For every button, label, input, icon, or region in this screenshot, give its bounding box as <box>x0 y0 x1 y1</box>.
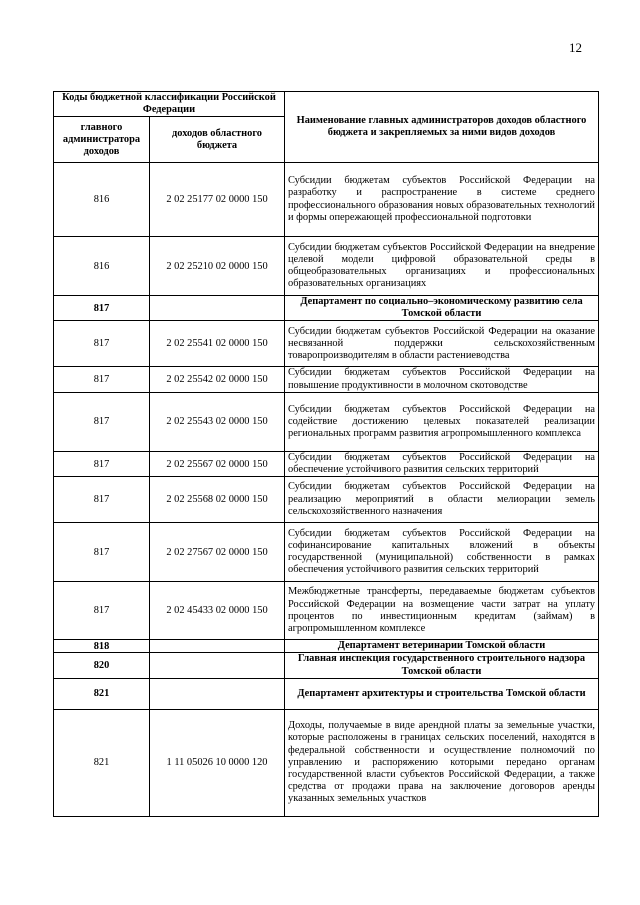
income-code-cell: 2 02 25543 02 0000 150 <box>150 392 285 451</box>
income-code-cell <box>150 653 285 678</box>
income-code-cell: 2 02 25542 02 0000 150 <box>150 367 285 392</box>
income-code-cell <box>150 640 285 653</box>
department-row <box>54 678 599 709</box>
table-row <box>54 163 599 237</box>
table-row <box>54 392 599 451</box>
income-code-cell: 2 02 25567 02 0000 150 <box>150 451 285 476</box>
income-name-cell: Межбюджетные трансферты, передаваемые бюджетам субъектов Российской Федерации на возмещение части затрат на уплату процентов по инвестиционным кредитам (займам) в агропромышленном комплексе <box>285 582 599 640</box>
admin-code-cell: 817 <box>54 582 150 640</box>
table-row <box>54 321 599 367</box>
income-code-cell <box>150 678 285 709</box>
income-name-cell: Субсидии бюджетам субъектов Российской Федерации на обеспечение устойчивого развития сельских территорий <box>285 451 599 476</box>
admin-code-cell: 817 <box>54 296 150 321</box>
income-name-cell: Субсидии бюджетам субъектов Российской Федерации на повышение продуктивности в молочном скотоводстве <box>285 367 599 392</box>
department-row <box>54 653 599 678</box>
table-row <box>54 477 599 523</box>
codes-group-header: Коды бюджетной классификации Российской Федерации <box>54 92 285 117</box>
name-column-header: Наименование главных администраторов доходов областного бюджета и закрепляемых за ними видов доходов <box>285 92 599 163</box>
income-name-cell: Субсидии бюджетам субъектов Российской Федерации на софинансирование капитальных вложений в объекты государственной (муниципальной) собственности в рамках обеспечения устойчивого развития сельских территорий <box>285 523 599 582</box>
table-row <box>54 523 599 582</box>
department-name-cell: Департамент архитектуры и строительства Томской области <box>285 678 599 709</box>
income-name-cell: Субсидии бюджетам субъектов Российской Федерации на разработку и распространение в системе среднего профессионального образования новых образовательных технологий и формы опережающей профессиональной подготовки <box>285 163 599 237</box>
page-number: 12 <box>569 40 582 55</box>
department-name-cell: Главная инспекция государственного строительного надзора Томской области <box>285 653 599 678</box>
admin-code-cell: 817 <box>54 321 150 367</box>
income-code-cell: 1 11 05026 10 0000 120 <box>150 709 285 816</box>
income-name-cell: Субсидии бюджетам субъектов Российской Федерации на внедрение целевой модели цифровой образовательной среды в общеобразовательных организациях и профессиональных образовательных организациях <box>285 237 599 296</box>
income-name-cell: Субсидии бюджетам субъектов Российской Федерации на реализацию мероприятий в области мелиорации земель сельскохозяйственного назначения <box>285 477 599 523</box>
income-code-cell: 2 02 27567 02 0000 150 <box>150 523 285 582</box>
admin-column-header: главного администратора доходов <box>54 117 150 163</box>
income-name-cell: Субсидии бюджетам субъектов Российской Федерации на содействие достижению целевых показателей реализации региональных программ развития агропромышленного комплекса <box>285 392 599 451</box>
department-name-cell: Департамент ветеринарии Томской области <box>285 640 599 653</box>
admin-code-cell: 816 <box>54 163 150 237</box>
department-row <box>54 296 599 321</box>
income-code-cell: 2 02 25568 02 0000 150 <box>150 477 285 523</box>
admin-code-cell: 821 <box>54 678 150 709</box>
income-code-cell: 2 02 45433 02 0000 150 <box>150 582 285 640</box>
table-row <box>54 237 599 296</box>
admin-code-cell: 816 <box>54 237 150 296</box>
income-code-cell: 2 02 25210 02 0000 150 <box>150 237 285 296</box>
income-column-header: доходов областного бюджета <box>150 117 285 163</box>
table-row <box>54 709 599 816</box>
department-row <box>54 640 599 653</box>
department-name-cell: Департамент по социально–экономическому развитию села Томской области <box>285 296 599 321</box>
admin-code-cell: 820 <box>54 653 150 678</box>
admin-code-cell: 817 <box>54 523 150 582</box>
income-code-cell: 2 02 25177 02 0000 150 <box>150 163 285 237</box>
admin-code-cell: 817 <box>54 477 150 523</box>
income-name-cell: Доходы, получаемые в виде арендной платы за земельные участки, которые расположены в границах сельских поселений, находятся в федеральной собственности и осуществление полномочий по управлению и распоряжению которыми передано органам государственной власти субъектов Российской Федерации, а также средства от продажи права на заключение договоров аренды указанных земельных участков <box>285 709 599 816</box>
income-code-cell: 2 02 25541 02 0000 150 <box>150 321 285 367</box>
admin-code-cell: 817 <box>54 451 150 476</box>
income-name-cell: Субсидии бюджетам субъектов Российской Федерации на оказание несвязанной поддержки сельскохозяйственным товаропроизводителям в области растениеводства <box>285 321 599 367</box>
income-code-cell <box>150 296 285 321</box>
admin-code-cell: 821 <box>54 709 150 816</box>
budget-classification-table <box>53 91 599 817</box>
table-row <box>54 451 599 476</box>
table-row <box>54 582 599 640</box>
admin-code-cell: 818 <box>54 640 150 653</box>
admin-code-cell: 817 <box>54 392 150 451</box>
admin-code-cell: 817 <box>54 367 150 392</box>
table-row <box>54 367 599 392</box>
